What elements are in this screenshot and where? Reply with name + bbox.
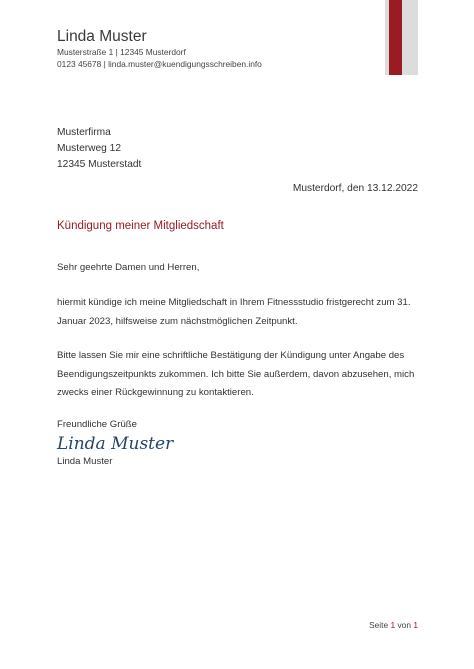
body-paragraph-1-line-2: Januar 2023, hilfsweise zum nächstmöglichen Zeitpunkt.: [57, 315, 298, 327]
body-paragraph-1: [57, 294, 419, 331]
sender-name: Linda Muster: [57, 28, 147, 45]
footer-total-pages: 1: [413, 620, 418, 630]
sender-contact: 0123 45678 | linda.muster@kuendigungsschreiben.info: [57, 59, 262, 69]
salutation: Sehr geehrte Damen und Herren,: [57, 262, 200, 273]
body-paragraph-2-line-2: Beendigungszeitpunkts zukommen. Ich bitte Sie außerdem, davon abzusehen, mich: [57, 368, 415, 380]
footer-current-page: 1: [390, 620, 396, 630]
body-paragraph-2-line-3: zwecks einer Rückgewinnung zu kontaktieren.: [57, 387, 254, 398]
recipient-company: Musterfirma: [57, 127, 111, 138]
page-footer: [369, 620, 418, 630]
closing: Freundliche Grüße: [57, 419, 137, 430]
signature-name: Linda Muster: [57, 456, 113, 467]
recipient-street: Musterweg 12: [57, 143, 121, 154]
body-paragraph-1-line-1: hiermit kündige ich meine Mitgliedschaft in Ihrem Fitnessstudio fristgerecht zum 31.: [57, 297, 411, 308]
letter-subject: Kündigung meiner Mitgliedschaft: [57, 220, 224, 232]
footer-page-prefix: Seite: [369, 620, 389, 630]
body-paragraph-2-line-1: Bitte lassen Sie mir eine schriftliche Bestätigung der Kündigung unter Angabe des: [57, 350, 405, 361]
body-paragraph-2: [57, 347, 419, 403]
footer-separator: von: [397, 620, 411, 630]
header-accent-red-bar: [389, 0, 402, 75]
letter-date: Musterdorf, den 13.12.2022: [292, 183, 418, 194]
sender-address: Musterstraße 1 | 12345 Musterdorf: [57, 47, 186, 57]
handwritten-signature: Linda Muster: [57, 434, 174, 454]
recipient-city: 12345 Musterstadt: [57, 159, 142, 170]
